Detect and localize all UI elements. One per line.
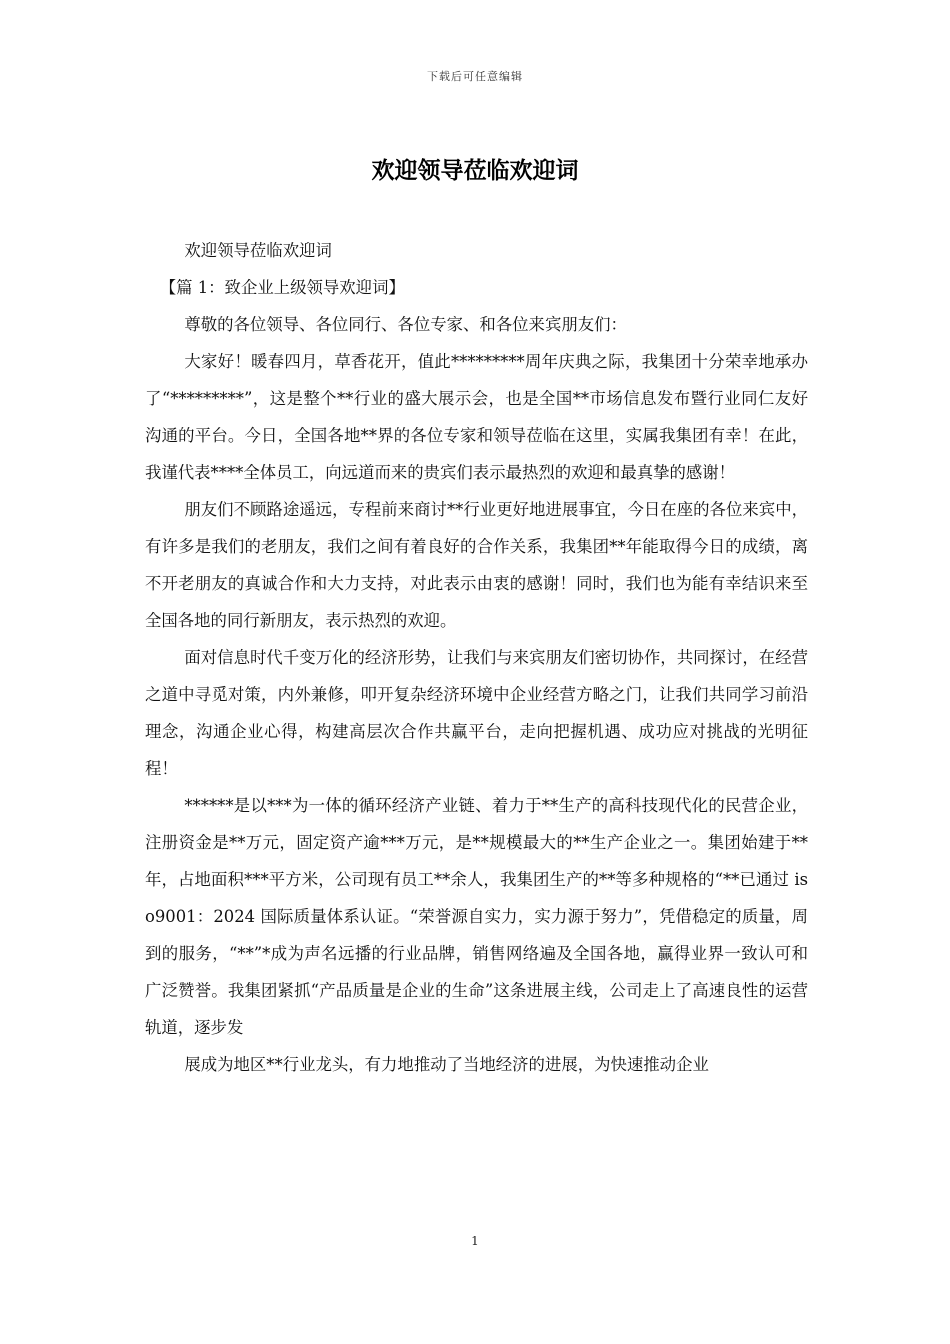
paragraph: 面对信息时代千变万化的经济形势，让我们与来宾朋友们密切协作，共同探讨，在经营之道中寻觅对策，内外兼修，叩开复杂经济环境中企业经营方略之门，让我们共同学习前沿理念，沟通企业心得，构建高层次合作共赢平台，走向把握机遇、成功应对挑战的光明征程！ [145, 648, 808, 778]
page-number: 1 [471, 1234, 479, 1248]
paragraph: 大家好！暖春四月，草香花开，值此*********周年庆典之际，我集团十分荣幸地承办了“*********”，这是整个**行业的盛大展示会，也是全国**市场信息发布暨行业同仁友好沟通的平台。今日，全国各地**界的各位专家和领导莅临在这里，实属我集团有幸！在此，我谨代表****全体员工，向远道而来的贵宾们表示最热烈的欢迎和最真挚的感谢！ [145, 352, 808, 482]
paragraph-subtitle: 欢迎领导莅临欢迎词 [184, 241, 332, 260]
paragraph-salutation: 尊敬的各位领导、各位同行、各位专家、和各位来宾朋友们： [184, 315, 627, 334]
document-body [145, 232, 808, 1083]
paragraph: ******是以***为一体的循环经济产业链、着力于**生产的高科技现代化的民营企业，注册资金是**万元，固定资产逾***万元，是**规模最大的**生产企业之一。集团始建于**年，占地面积***平方米，公司现有员工**余人，我集团生产的**等多种规格的“**已通过 iso9001：2024 国际质量体系认证。“荣誉源自实力，实力源于努力”，凭借稳定的质量，周到的服务，“**”*成为声名远播的行业品牌，销售网络遍及全国各地，赢得业界一致认可和广泛赞誉。我集团紧抓“产品质量是企业的生命”这条进展主线，公司走上了高速良性的运营轨道，逐步发 [145, 796, 808, 1037]
paragraph-section-label: 【篇 1：致企业上级领导欢迎词】 [159, 278, 405, 297]
paragraph: 朋友们不顾路途遥远，专程前来商讨**行业更好地进展事宜，今日在座的各位来宾中，有许多是我们的老朋友，我们之间有着良好的合作关系，我集团**年能取得今日的成绩，离不开老朋友的真诚合作和大力支持，对此表示由衷的感谢！同时，我们也为能有幸结识来至全国各地的同行新朋友，表示热烈的欢迎。 [145, 500, 808, 630]
document-title: 欢迎领导莅临欢迎词 [371, 157, 579, 184]
header-note: 下载后可任意编辑 [427, 70, 523, 83]
paragraph: 展成为地区**行业龙头，有力地推动了当地经济的进展，为快速推动企业 [184, 1055, 709, 1074]
